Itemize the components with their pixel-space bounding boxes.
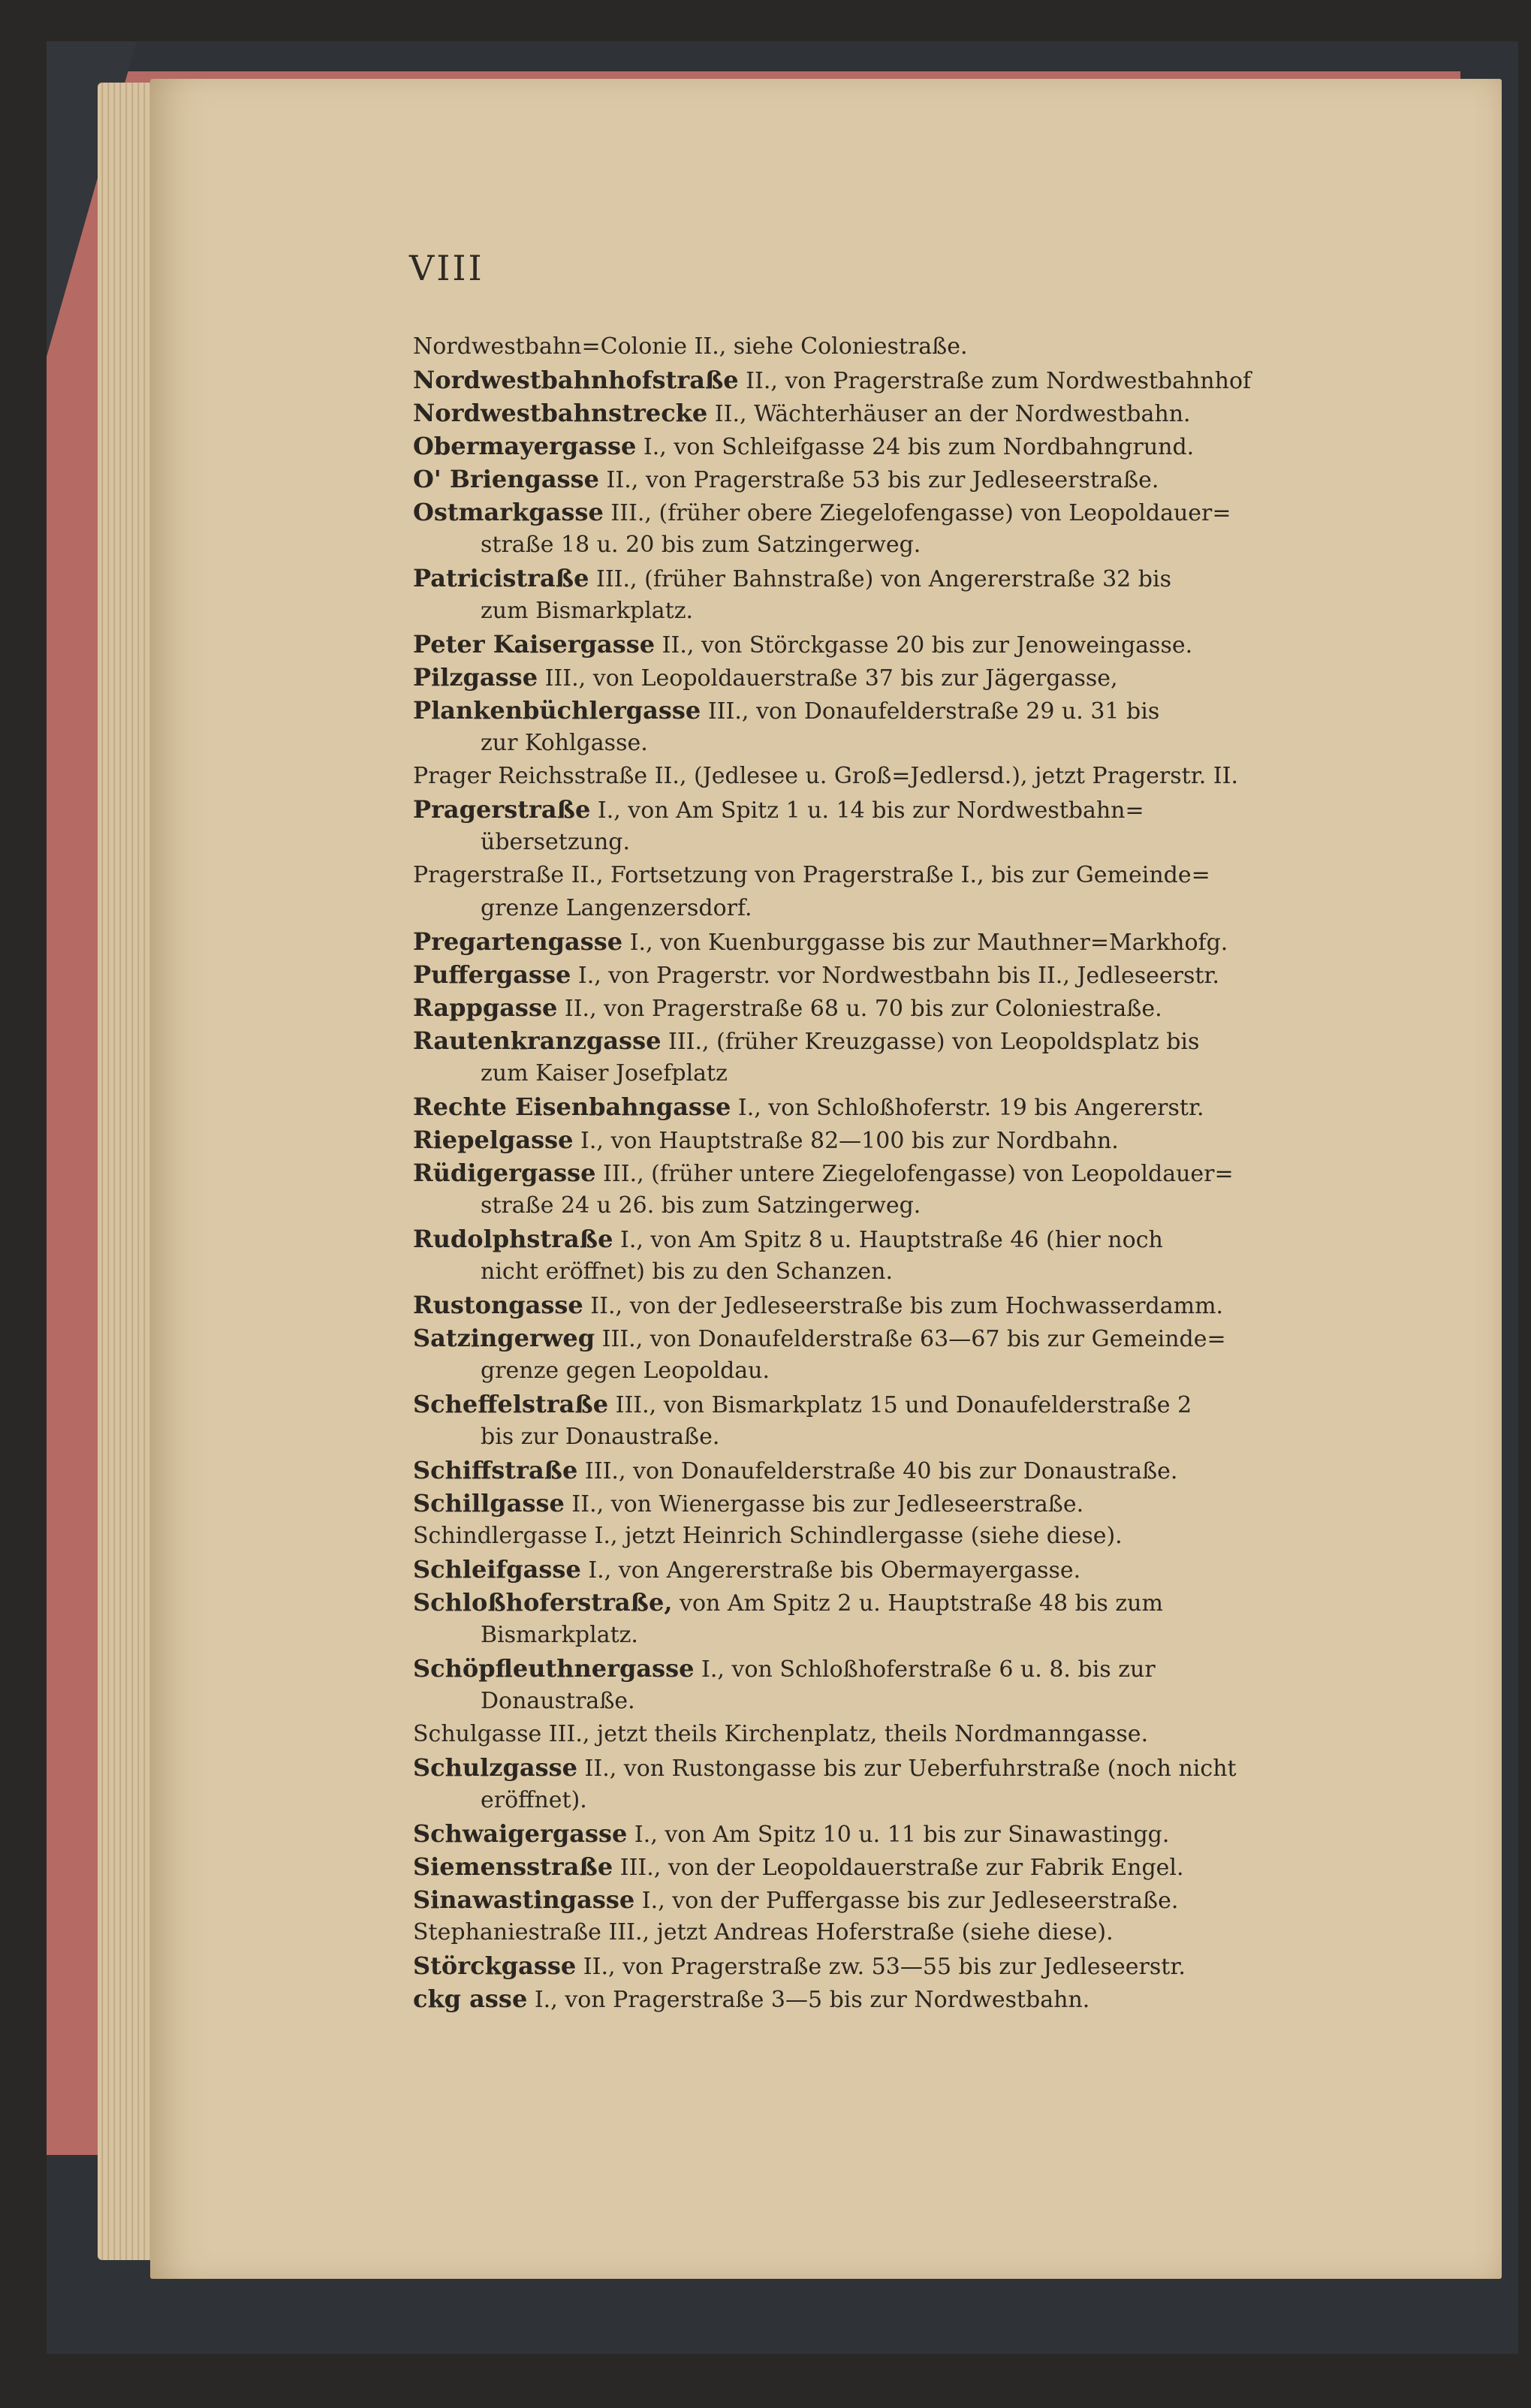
- entry-text: I., von Schloßhoferstraße 6 u. 8. bis zur: [694, 1656, 1156, 1683]
- entry-first-line: [413, 330, 1472, 363]
- entry-text: II., von Pragerstraße zw. 53—55 bis zur Jedleseerstr.: [576, 1954, 1186, 1980]
- index-entry: [413, 1454, 1472, 1487]
- entry-text: III., (früher untere Ziegelofengasse) von Leopoldauer=: [595, 1161, 1234, 1187]
- entry-text: I., von Schleifgasse 24 bis zum Nordbahngrund.: [636, 434, 1195, 460]
- entry-first-line: [413, 958, 1472, 991]
- entry-text: II., von Pragerstraße 53 bis zur Jedleseerstraße.: [599, 467, 1159, 493]
- index-entry: [413, 1553, 1472, 1586]
- entry-text: III., (früher Kreuzgasse) von Leopoldsplatz bis: [661, 1029, 1200, 1055]
- entry-continuation-line: [413, 1685, 1472, 1718]
- cover-top-edge: [47, 41, 1518, 71]
- entry-first-line: [413, 859, 1472, 892]
- index-entry: [413, 1883, 1472, 1916]
- entry-headword: Patricistraße: [413, 564, 589, 592]
- street-index: [413, 330, 1472, 2015]
- entry-text: I., von Angererstraße bis Obermayergasse.: [580, 1557, 1081, 1584]
- entry-headword: Schöpfleuthnergasse: [413, 1654, 695, 1683]
- entry-headword: Riepelgasse: [413, 1126, 574, 1154]
- entry-headword: Sinawastingasse: [413, 1885, 635, 1914]
- entry-text: III., von Leopoldauerstraße 37 bis zur Jägergasse,: [538, 665, 1118, 692]
- page-number: VIII: [409, 248, 484, 288]
- entry-text: eröffnet).: [481, 1787, 587, 1813]
- index-entry: [413, 1652, 1472, 1718]
- entry-text: II., von Pragerstraße zum Nordwestbahnhof: [738, 368, 1252, 394]
- index-entry: [413, 1156, 1472, 1222]
- entry-first-line: [413, 991, 1472, 1024]
- index-entry: [413, 1024, 1472, 1090]
- entry-headword: Rüdigergasse: [413, 1159, 596, 1187]
- entry-text: straße 24 u 26. bis zum Satzingerweg.: [481, 1192, 921, 1219]
- entry-text: grenze Langenzersdorf.: [481, 895, 752, 921]
- index-entry: [413, 1586, 1472, 1652]
- entry-headword: Schwaigergasse: [413, 1819, 628, 1848]
- entry-text: III., von Donaufelderstraße 29 u. 31 bis: [701, 698, 1160, 725]
- index-entry: [413, 1916, 1472, 1949]
- entry-text: bis zur Donaustraße.: [481, 1424, 720, 1450]
- entry-continuation-line: [413, 1057, 1472, 1090]
- entry-text: I., von der Puffergasse bis zur Jedleseerstraße.: [634, 1888, 1179, 1914]
- index-entry: [413, 1090, 1472, 1123]
- entry-headword: Scheffelstraße: [413, 1390, 609, 1418]
- entry-first-line: [413, 1751, 1472, 1784]
- entry-headword: Rustongasse: [413, 1291, 583, 1319]
- index-entry: [413, 429, 1472, 463]
- index-entry: [413, 463, 1472, 496]
- entry-first-line: [413, 1916, 1472, 1949]
- entry-text: zum Kaiser Josefplatz: [481, 1060, 728, 1086]
- index-entry: [413, 396, 1472, 429]
- entry-text: I., von Pragerstraße 3—5 bis zur Nordwestbahn.: [527, 1987, 1090, 2013]
- index-entry: [413, 562, 1472, 628]
- entry-text: Schindlergasse I., jetzt Heinrich Schindlergasse (siehe diese).: [413, 1523, 1123, 1549]
- entry-headword: Pilzgasse: [413, 663, 538, 692]
- entry-text: II., von der Jedleseerstraße bis zum Hochwasserdamm.: [583, 1293, 1224, 1319]
- entry-headword: ckg asse: [413, 1985, 528, 2013]
- entry-first-line: [413, 463, 1472, 496]
- index-entry: [413, 991, 1472, 1024]
- entry-continuation-line: [413, 892, 1472, 925]
- entry-text: von Am Spitz 2 u. Hauptstraße 48 bis zum: [672, 1590, 1163, 1617]
- entry-text: I., von Kuenburggasse bis zur Mauthner=Markhofg.: [622, 930, 1228, 956]
- entry-continuation-line: [413, 727, 1472, 760]
- entry-first-line: [413, 760, 1472, 793]
- entry-text: I., von Am Spitz 8 u. Hauptstraße 46 (hier noch: [613, 1227, 1163, 1253]
- entry-first-line: [413, 429, 1472, 463]
- entry-first-line: [413, 363, 1472, 396]
- entry-headword: Schillgasse: [413, 1489, 565, 1517]
- entry-first-line: [413, 793, 1472, 826]
- entry-text: III., (früher Bahnstraße) von Angererstraße 32 bis: [589, 566, 1171, 592]
- index-entry: [413, 1222, 1472, 1288]
- entry-headword: Pragerstraße: [413, 795, 591, 824]
- entry-text: nicht eröffnet) bis zu den Schanzen.: [481, 1258, 893, 1285]
- entry-headword: Schloßhoferstraße,: [413, 1588, 673, 1617]
- entry-headword: O' Briengasse: [413, 465, 599, 493]
- entry-headword: Puffergasse: [413, 960, 571, 989]
- entry-first-line: [413, 1288, 1472, 1322]
- entry-text: straße 18 u. 20 bis zum Satzingerweg.: [481, 532, 921, 558]
- index-entry: [413, 1718, 1472, 1751]
- entry-text: Prager Reichsstraße II., (Jedlesee u. Groß=Jedlersd.), jetzt Pragerstr. II.: [413, 763, 1239, 789]
- entry-text: zum Bismarkplatz.: [481, 598, 694, 624]
- entry-text: I., von Pragerstr. vor Nordwestbahn bis II., Jedleseerstr.: [571, 963, 1219, 989]
- entry-text: grenze gegen Leopoldau.: [481, 1358, 770, 1384]
- entry-text: I., von Am Spitz 1 u. 14 bis zur Nordwestbahn=: [590, 797, 1144, 824]
- entry-first-line: [413, 1388, 1472, 1421]
- index-entry: [413, 496, 1472, 562]
- index-entry: [413, 1288, 1472, 1322]
- index-entry: [413, 1751, 1472, 1817]
- entry-text: II., von Wienergasse bis zur Jedleseerstraße.: [564, 1491, 1084, 1517]
- entry-text: III., von Donaufelderstraße 40 bis zur Donaustraße.: [577, 1458, 1178, 1484]
- entry-text: III., von Donaufelderstraße 63—67 bis zur Gemeinde=: [595, 1326, 1226, 1352]
- index-entry: [413, 859, 1472, 925]
- entry-first-line: [413, 1817, 1472, 1850]
- entry-first-line: [413, 1520, 1472, 1553]
- index-entry: [413, 1123, 1472, 1156]
- index-entry: [413, 1487, 1472, 1520]
- entry-text: II., von Störckgasse 20 bis zur Jenoweingasse.: [655, 632, 1193, 659]
- entry-first-line: [413, 396, 1472, 429]
- entry-text: III., (früher obere Ziegelofengasse) von Leopoldauer=: [603, 500, 1231, 526]
- entry-headword: Schleifgasse: [413, 1555, 581, 1584]
- entry-headword: Rappgasse: [413, 993, 558, 1022]
- entry-first-line: [413, 661, 1472, 694]
- entry-continuation-line: [413, 595, 1472, 628]
- entry-first-line: [413, 628, 1472, 661]
- entry-text: übersetzung.: [481, 829, 631, 855]
- entry-first-line: [413, 562, 1472, 595]
- entry-first-line: [413, 694, 1472, 727]
- index-entry: [413, 760, 1472, 793]
- entry-first-line: [413, 1652, 1472, 1685]
- entry-first-line: [413, 1883, 1472, 1916]
- entry-first-line: [413, 1487, 1472, 1520]
- index-entry: [413, 1388, 1472, 1454]
- entry-first-line: [413, 1123, 1472, 1156]
- index-entry: [413, 1520, 1472, 1553]
- index-entry: [413, 363, 1472, 396]
- entry-first-line: [413, 1090, 1472, 1123]
- entry-first-line: [413, 1850, 1472, 1883]
- index-entry: [413, 958, 1472, 991]
- entry-continuation-line: [413, 1784, 1472, 1817]
- entry-text: I., von Schloßhoferstr. 19 bis Angererstr.: [731, 1095, 1204, 1121]
- index-entry: [413, 661, 1472, 694]
- entry-text: Donaustraße.: [481, 1688, 635, 1714]
- index-entry: [413, 1982, 1472, 2015]
- entry-headword: Rechte Eisenbahngasse: [413, 1092, 731, 1121]
- entry-text: I., von Hauptstraße 82—100 bis zur Nordbahn.: [573, 1128, 1119, 1154]
- entry-text: II., Wächterhäuser an der Nordwestbahn.: [707, 401, 1191, 427]
- entry-headword: Rautenkranzgasse: [413, 1026, 662, 1055]
- entry-text: Stephaniestraße III., jetzt Andreas Hoferstraße (siehe diese).: [413, 1919, 1114, 1945]
- index-entry: [413, 694, 1472, 760]
- entry-text: III., von der Leopoldauerstraße zur Fabrik Engel.: [613, 1855, 1184, 1881]
- entry-first-line: [413, 496, 1472, 529]
- entry-headword: Rudolphstraße: [413, 1225, 613, 1253]
- entry-first-line: [413, 1322, 1472, 1355]
- entry-text: Nordwestbahn=Colonie II., siehe Coloniestraße.: [413, 333, 968, 360]
- index-entry: [413, 1817, 1472, 1850]
- entry-first-line: [413, 925, 1472, 958]
- entry-first-line: [413, 1222, 1472, 1255]
- index-entry: [413, 1322, 1472, 1388]
- entry-text: Bismarkplatz.: [481, 1622, 638, 1648]
- entry-text: III., von Bismarkplatz 15 und Donaufelderstraße 2: [608, 1392, 1192, 1418]
- entry-continuation-line: [413, 826, 1472, 859]
- entry-continuation-line: [413, 1255, 1472, 1288]
- index-entry: [413, 1949, 1472, 1982]
- entry-headword: Schulzgasse: [413, 1753, 577, 1782]
- entry-headword: Plankenbüchlergasse: [413, 696, 701, 725]
- entry-text: II., von Rustongasse bis zur Ueberfuhrstraße (noch nicht: [577, 1756, 1237, 1782]
- index-entry: [413, 330, 1472, 363]
- entry-text: II., von Pragerstraße 68 u. 70 bis zur Coloniestraße.: [557, 996, 1162, 1022]
- entry-first-line: [413, 1586, 1472, 1619]
- entry-first-line: [413, 1718, 1472, 1751]
- index-entry: [413, 793, 1472, 859]
- entry-headword: Obermayergasse: [413, 432, 637, 460]
- entry-first-line: [413, 1156, 1472, 1189]
- entry-continuation-line: [413, 1189, 1472, 1222]
- entry-first-line: [413, 1982, 1472, 2015]
- entry-headword: Nordwestbahnhofstraße: [413, 366, 739, 394]
- entry-headword: Peter Kaisergasse: [413, 630, 655, 659]
- entry-headword: Pregartengasse: [413, 927, 623, 956]
- entry-first-line: [413, 1454, 1472, 1487]
- entry-first-line: [413, 1949, 1472, 1982]
- entry-continuation-line: [413, 1421, 1472, 1454]
- entry-headword: Siemensstraße: [413, 1852, 613, 1881]
- index-entry: [413, 1850, 1472, 1883]
- entry-continuation-line: [413, 1355, 1472, 1388]
- entry-text: Pragerstraße II., Fortsetzung von Pragerstraße I., bis zur Gemeinde=: [413, 862, 1210, 888]
- entry-headword: Ostmarkgasse: [413, 498, 604, 526]
- index-entry: [413, 925, 1472, 958]
- entry-headword: Satzingerweg: [413, 1324, 595, 1352]
- entry-headword: Nordwestbahnstrecke: [413, 399, 708, 427]
- entry-headword: Störckgasse: [413, 1951, 577, 1980]
- index-entry: [413, 628, 1472, 661]
- entry-text: Schulgasse III., jetzt theils Kirchenplatz, theils Nordmanngasse.: [413, 1721, 1149, 1747]
- entry-text: zur Kohlgasse.: [481, 730, 648, 756]
- entry-text: I., von Am Spitz 10 u. 11 bis zur Sinawastingg.: [627, 1822, 1170, 1848]
- entry-continuation-line: [413, 1619, 1472, 1652]
- entry-headword: Schiffstraße: [413, 1456, 578, 1484]
- entry-continuation-line: [413, 529, 1472, 562]
- entry-first-line: [413, 1553, 1472, 1586]
- entry-first-line: [413, 1024, 1472, 1057]
